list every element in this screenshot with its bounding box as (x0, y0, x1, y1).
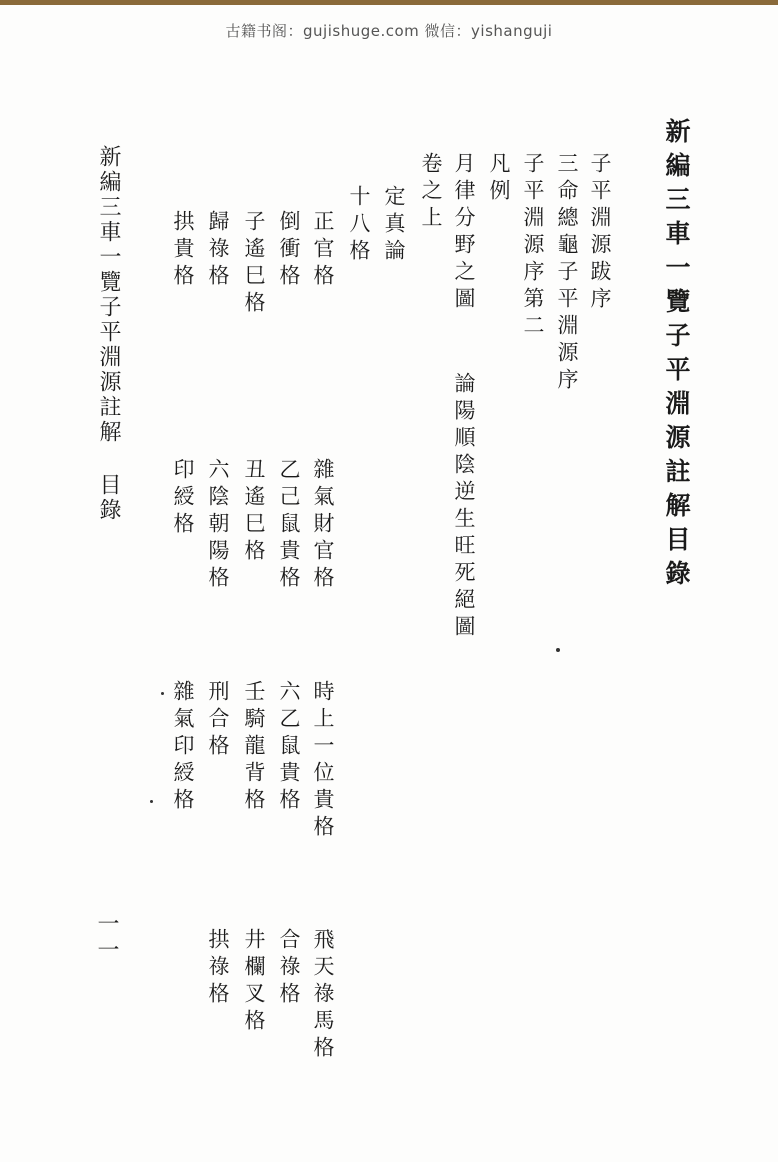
pattern-r5-2: 印綬格 (171, 458, 195, 539)
scan-speck (556, 648, 560, 652)
pattern-r4-3: 刑合格 (206, 680, 230, 761)
top-border (0, 0, 778, 5)
page-number: 一一 (94, 912, 119, 964)
pattern-r1-1: 正官格 (311, 210, 335, 291)
scan-speck (161, 692, 164, 695)
margin-section-label: 目錄 (96, 473, 121, 523)
pattern-r1-4: 飛天祿馬格 (311, 928, 335, 1063)
toc-volume-heading: 卷之上 (419, 152, 443, 233)
pattern-r3-4: 井欄叉格 (242, 928, 266, 1036)
pattern-r4-2: 六陰朝陽格 (206, 458, 230, 593)
pattern-r2-2: 乙己鼠貴格 (277, 458, 301, 593)
pattern-r1-2: 雜氣財官格 (311, 458, 335, 593)
pattern-r5-1: 拱貴格 (171, 210, 195, 291)
pattern-r4-4: 拱祿格 (206, 928, 230, 1009)
pattern-r2-3: 六乙鼠貴格 (277, 680, 301, 815)
toc-entry-preface-2: 子平淵源序第二 (521, 152, 545, 341)
pattern-r2-1: 倒衝格 (277, 210, 301, 291)
toc-entry-dingzhen: 定真論 (382, 185, 406, 266)
pattern-r4-1: 歸祿格 (206, 210, 230, 291)
margin-book-title: 新編三車一覽子平淵源註解目錄 (96, 145, 121, 523)
pattern-r3-2: 丑遙巳格 (242, 458, 266, 566)
pattern-r1-3: 時上一位貴格 (311, 680, 335, 842)
toc-entry-conventions: 凡例 (487, 152, 511, 206)
toc-entry-eighteen-patterns: 十八格 (347, 185, 371, 266)
toc-entry-preface: 三命總龜子平淵源序 (555, 152, 579, 395)
toc-entry-afterword: 子平淵源跋序 (588, 152, 612, 314)
watermark: 古籍书阁：gujishuge.com 微信：yishanguji (225, 22, 553, 40)
toc-entry-lunar-chart: 月律分野之圖 (452, 152, 476, 314)
page-title: 新編三車一覽子平淵源註解目錄 (662, 118, 691, 594)
scan-speck (150, 800, 153, 803)
pattern-r3-1: 子遙巳格 (242, 210, 266, 318)
pattern-r5-3: 雜氣印綬格 (171, 680, 195, 815)
pattern-r2-4: 合祿格 (277, 928, 301, 1009)
toc-entry-yin-yang-chart: 論陽順陰逆生旺死絕圖 (452, 372, 476, 642)
pattern-r3-3: 壬騎龍背格 (242, 680, 266, 815)
